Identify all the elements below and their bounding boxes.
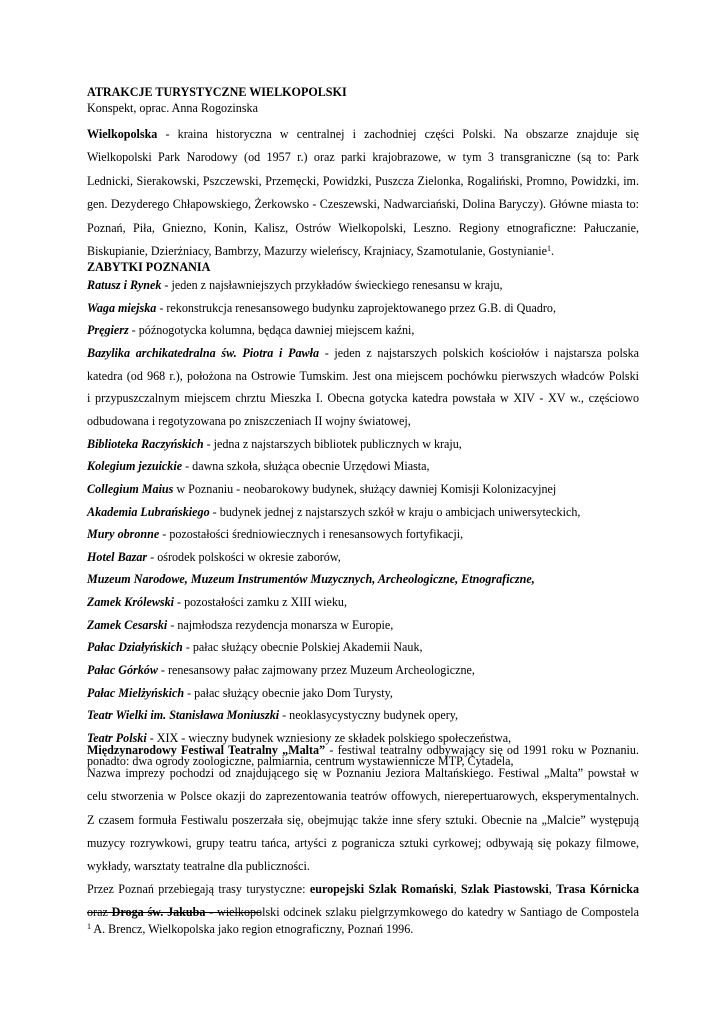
routes-line-1: Przez Poznań przebiegają trasy turystyczne: europejski Szlak Romański, Szlak Piastowski, Trasa Kórnicka [87, 882, 639, 896]
monument-name: Pałac Mielżyńskich [87, 685, 185, 700]
intro-line-4: gen. Dezyderego Chłapowskiego, Żerkowsko - Czeszewski, Nadwarciański, Dolina Baryczy). Główne miasta to: [87, 197, 639, 211]
monument-name: Hotel Bazar [87, 549, 148, 564]
festival-line-2: Nazwa imprezy pochodzi od znajdującego się w Poznaniu Jeziora Maltańskiego. Festiwal „Malta” powstał w [87, 766, 639, 780]
monument-description: ponadto: dwa ogrody zoologiczne, palmiarnia, centrum wystawiennicze MTP, Cytadela, [87, 753, 514, 768]
monument-item [87, 482, 556, 497]
monument-description: - budynek jednej z najstarszych szkół w kraju o ambicjach uniwersyteckich, [209, 504, 581, 519]
monument-item [87, 663, 475, 678]
festival-line-3: celu stworzenia w Polsce okazji do zaprezentowania teatrów offowych, nierepertuarowych, eksperymentalnych. [87, 789, 639, 803]
route-st-james: Droga św. Jakuba [111, 905, 206, 919]
monument-description: - rekonstrukcja renesansowego budynku zaprojektowanego przez G.B. di Quadro, [156, 300, 556, 315]
monument-name: Zamek Cesarski [87, 617, 168, 632]
footnote-ref[interactable]: 1 [546, 244, 551, 253]
footnote-text: A. Brencz, Wielkopolska jako region etnograficzny, Poznań 1996. [91, 922, 414, 936]
monument-description: w Poznaniu - neobarokowy budynek, służący dawniej Komisji Kolonizacyjnej [173, 481, 557, 496]
monument-item [87, 505, 580, 520]
monument-item [87, 595, 347, 610]
monument-item [87, 414, 411, 429]
monument-description: - pałac służący obecnie Polskiej Akademii Nauk, [182, 640, 423, 655]
monument-description: - pozostałości średniowiecznych i renesansowych fortyfikacji, [159, 527, 464, 542]
monument-description: - renesansowy pałac zajmowany przez Muzeum Archeologiczne, [157, 663, 475, 677]
monument-description: - pozostałości zamku z XIII wieku, [174, 595, 347, 610]
intro-term: Wielkopolska [87, 127, 158, 141]
document-subtitle: Konspekt, oprac. Anna Rogozinska [87, 101, 258, 115]
monument-item [87, 278, 503, 293]
monument-name: Biblioteka Raczyńskich [87, 436, 204, 451]
monument-description: - dawna szkoła, służąca obecnie Urzędowi Miasta, [182, 459, 430, 474]
footnote-divider [87, 912, 261, 913]
monument-name: Teatr Polski [87, 731, 147, 745]
monument-description: katedra (od 968 r.), położona na Ostrowie Tumskim. Jest ona miejscem pochówku pierwszych władców Polski [87, 368, 639, 383]
monument-item [87, 301, 556, 316]
monument-item [87, 640, 423, 655]
monument-item [87, 391, 639, 406]
monument-name: Bazylika archikatedralna św. Piotra i Pawła [87, 345, 319, 360]
monument-item [87, 572, 535, 587]
monument-description: - późnogotycka kolumna, będąca dawniej miejscem kaźni, [128, 323, 415, 338]
festival-line-5: muzycy rozrywkowi, grupy teatru tańca, artyści z pogranicza sztuki cyrkowej; odbywają się pokazy filmowe, [87, 836, 639, 850]
monument-item [87, 369, 639, 384]
festival-line-1: Międzynarodowy Festiwal Teatralny „Malta” - festiwal teatralny odbywający się od 1991 roku w Poznaniu. [87, 743, 639, 757]
intro-line-6: Biskupianie, Dzierżniacy, Bambrzy, Mazurzy wieleńscy, Krajniacy, Szamotulanie, Gostynianie$^1$. [87, 244, 554, 258]
monument-item [87, 686, 393, 701]
monument-name: Akademia Lubrańskiego [87, 504, 210, 519]
monument-item [87, 437, 462, 452]
monument-description: - XIX - wieczny budynek wzniesiony ze składek polskiego społeczeństwa, [146, 731, 512, 745]
intro-line-3: Lednicki, Sierakowski, Pszczewski, Przemęcki, Powidzki, Puszcza Zielonka, Rogaliński, Promno, Powidzki, im. [87, 174, 639, 188]
section-heading: ZABYTKI POZNANIA [87, 260, 211, 274]
monument-item [87, 459, 430, 474]
festival-term: Międzynarodowy Festiwal Teatralny „Malta” [87, 743, 326, 757]
monument-description: - neoklasycystyczny budynek opery, [279, 708, 458, 723]
footnote-mark: 1 [87, 922, 91, 931]
monument-item [87, 708, 458, 723]
document-title: ATRAKCJE TURYSTYCZNE WIELKOPOLSKI [87, 85, 347, 99]
monument-item [87, 550, 341, 565]
monument-name: Waga miejska [87, 300, 157, 315]
monument-description: - jedna z najstarszych bibliotek publicznych w kraju, [203, 436, 462, 451]
footnote [87, 922, 413, 937]
monument-description: - jeden z najstarszych polskich kościołów i najstarsza polska [319, 345, 639, 360]
route-kornik: Trasa Kórnicka [556, 882, 639, 896]
route-romanesque: europejski Szlak Romański [309, 882, 454, 896]
festival-line-6: wykłady, warsztaty teatralne dla publiczności. [87, 859, 310, 873]
monument-description: odbudowana i regotyzowana po zniszczeniach II wojny światowej, [87, 413, 411, 428]
route-piast: Szlak Piastowski [461, 882, 549, 896]
monument-description: - jeden z najsławniejszych przykładów świeckiego renesansu w kraju, [161, 278, 503, 292]
monument-item [87, 618, 393, 633]
monument-description: - pałac służący obecnie jako Dom Turysty, [184, 685, 393, 700]
routes-line-2: oraz Droga św. Jakuba - wielkopolski odcinek szlaku pielgrzymkowego do katedry w Santiago de Compostela [87, 905, 640, 919]
monument-name: Muzeum Narodowe, Muzeum Instrumentów Muzycznych, Archeologiczne, Etnograficzne, [87, 572, 535, 587]
intro-line-1: Wielkopolska - kraina historyczna w centralnej i zachodniej części Polski. Na obszarze znajduje się [87, 127, 639, 141]
monument-item [87, 346, 639, 361]
monument-description: i przypuszczalnym miejscem chrztu Mieszka I. Obecna gotycka katedra powstała w XIV - XV w., częściowo [87, 391, 639, 406]
monument-name: Teatr Wielki im. Stanisława Moniuszki [87, 708, 280, 723]
monument-name: Zamek Królewski [87, 595, 175, 610]
intro-line-5: Poznań, Piła, Gniezno, Konin, Kalisz, Ostrów Wielkopolski, Leszno. Regiony etnograficzne: Pałuczanie, [87, 221, 639, 235]
monument-name: Pręgierz [87, 323, 129, 338]
monument-name: Ratusz i Rynek [87, 278, 162, 292]
intro-line-2: Wielkopolski Park Narodowy (od 1957 r.) oraz parki krajobrazowe, w tym 3 transgraniczne (są to: Park [87, 150, 639, 164]
monument-name: Kolegium jezuickie [87, 459, 183, 474]
monument-description: - ośrodek polskości w okresie zaborów, [147, 549, 341, 564]
monument-name: Pałac Działyńskich [87, 640, 183, 655]
monument-description: - najmłodsza rezydencja monarsza w Europie, [167, 617, 394, 632]
festival-line-4: Z czasem formuła Festiwalu poszerzała się, obejmując także inne sfery sztuki. Obecnie na „Malcie” występują [87, 813, 639, 827]
monument-item [87, 323, 414, 338]
monument-name: Mury obronne [87, 527, 160, 542]
monument-item [87, 527, 463, 542]
monument-name: Collegium Maius [87, 481, 174, 496]
monument-name: Pałac Górków [87, 663, 158, 677]
